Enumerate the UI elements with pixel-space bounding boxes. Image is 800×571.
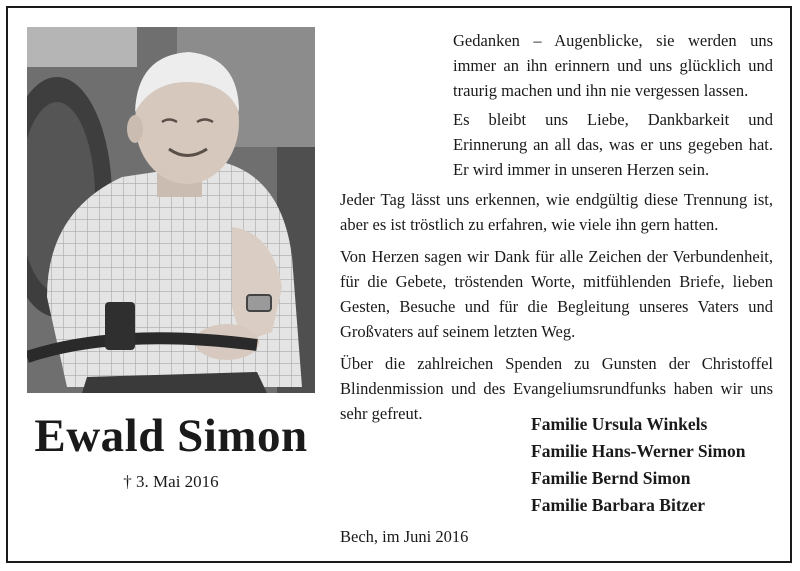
portrait-photo <box>27 27 315 393</box>
family-name: Familie Barbara Bitzer <box>531 495 705 515</box>
body-paragraph: Von Herzen sagen wir Dank für alle Zeichen der Verbundenheit, für die Gebete, tröstenden Worte, mitfühlenden Briefe, lieben Gesten, Besuche und für die Begleitung unseres Vaters und Großvaters auf seinem letzten Weg. <box>340 247 773 341</box>
place-date: Bech, im Juni 2016 <box>340 527 469 546</box>
stanza-paragraph: Es bleibt uns Liebe, Dankbarkeit und Erinnerung an all das, was er uns gegeben hat. Er wird immer in unseren Herzen sein. <box>453 110 773 179</box>
memorial-stanza <box>453 28 773 186</box>
deceased-name: Ewald Simon <box>34 410 308 462</box>
family-name: Familie Ursula Winkels <box>531 414 708 434</box>
body-paragraph: Über die zahlreichen Spenden zu Gunsten der Christoffel Blindenmission und des Evangeliumsrundfunks haben wir uns sehr gefreut. <box>340 354 773 423</box>
family-name: Familie Bernd Simon <box>531 468 691 488</box>
body-paragraph: Jeder Tag lässt uns erkennen, wie endgültig diese Trennung ist, aber es ist tröstlich zu erfahren, wie viele ihn gern hatten. <box>340 190 773 234</box>
family-signatures <box>531 411 781 519</box>
portrait-illustration <box>27 27 315 393</box>
family-name: Familie Hans-Werner Simon <box>531 441 746 461</box>
thank-you-text <box>340 187 773 433</box>
death-date: † 3. Mai 2016 <box>123 472 219 491</box>
stanza-paragraph: Gedanken – Augenblicke, sie werden uns immer an ihn erinnern und uns glücklich und traurig machen und ihn nie vergessen lassen. <box>453 31 773 100</box>
